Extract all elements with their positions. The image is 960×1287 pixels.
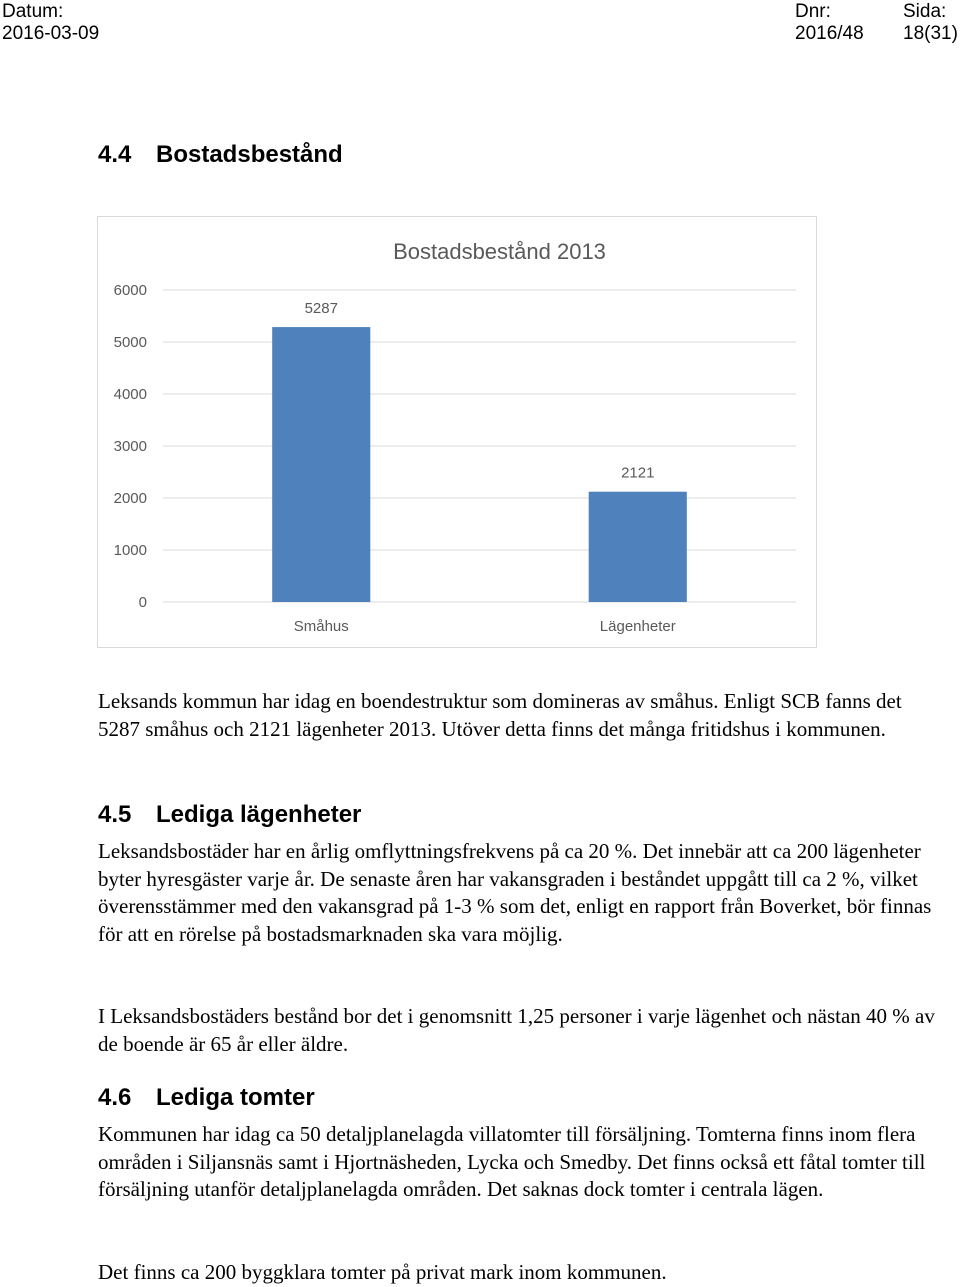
bar-chart [98, 217, 818, 649]
chart-container [97, 216, 817, 648]
section-heading-4-5 [98, 801, 361, 829]
bar [589, 492, 687, 602]
date-value: 2016-03-09 [2, 23, 100, 44]
x-tick-label: Småhus [293, 618, 349, 635]
x-tick-label: Lägenheter [599, 618, 676, 635]
y-tick-label: 1000 [113, 542, 147, 559]
section-title: Lediga tomter [156, 1084, 315, 1111]
date-label: Datum: [2, 1, 64, 22]
y-tick-label: 5000 [113, 334, 147, 351]
data-label: 5287 [304, 300, 338, 318]
section-title: Bostadsbestånd [156, 141, 343, 168]
y-tick-label: 4000 [113, 386, 147, 403]
paragraph-plots: Kommunen har idag ca 50 detaljplanelagda villatomter till försäljning. Tomterna finns inom flera områden i Siljansnäs samt i Hjortnäsheden, Lycka och Smedby. Det finns också ett fåtal tomter till försäljning utanför detaljplanelagda områden. Det saknas dock tomter i centrala lägen. [98, 1122, 926, 1202]
section-heading-4-4 [98, 141, 343, 169]
paragraph-vacancy: Leksandsbostäder har en årlig omflyttningsfrekvens på ca 20 %. Det innebär att ca 200 lägenheter byter hyresgäster varje år. De senaste åren har vakansgraden i beståndet uppgått till ca 2 %, vilket överensstämmer med den vakansgrad på 1-3 % som det, enligt en rapport från Boverket, bör finnas för att en rörelse på bostadsmarknaden ska vara möjlig. [98, 839, 932, 946]
dnr-label: Dnr: [795, 1, 831, 22]
dnr-value: 2016/48 [795, 23, 864, 44]
y-tick-label: 3000 [113, 438, 147, 455]
y-tick-label: 6000 [113, 282, 147, 299]
section-title: Lediga lägenheter [156, 801, 362, 828]
page-value: 18(31) [903, 23, 958, 44]
paragraph-housing-structure: Leksands kommun har idag en boendestruktur som domineras av småhus. Enligt SCB fanns det 5287 småhus och 2121 lägenheter 2013. Utöver detta finns det många fritidshus i kommunen. [98, 689, 902, 741]
y-tick-label: 2000 [113, 490, 147, 507]
chart-title: Bostadsbestånd 2013 [393, 239, 606, 264]
data-label: 2121 [621, 464, 655, 482]
section-number: 4.5 [98, 801, 132, 828]
paragraph-residents: I Leksandsbostäders bestånd bor det i genomsnitt 1,25 personer i varje lägenhet och nästan 40 % av de boende är 65 år eller äldre. [98, 1004, 935, 1056]
paragraph-private-plots: Det finns ca 200 byggklara tomter på privat mark inom kommunen. [98, 1260, 667, 1284]
bar [272, 327, 370, 602]
section-number: 4.6 [98, 1084, 132, 1111]
section-number: 4.4 [98, 141, 132, 168]
section-heading-4-6 [98, 1084, 315, 1112]
page-label: Sida: [903, 1, 947, 22]
y-tick-label: 0 [138, 594, 147, 611]
